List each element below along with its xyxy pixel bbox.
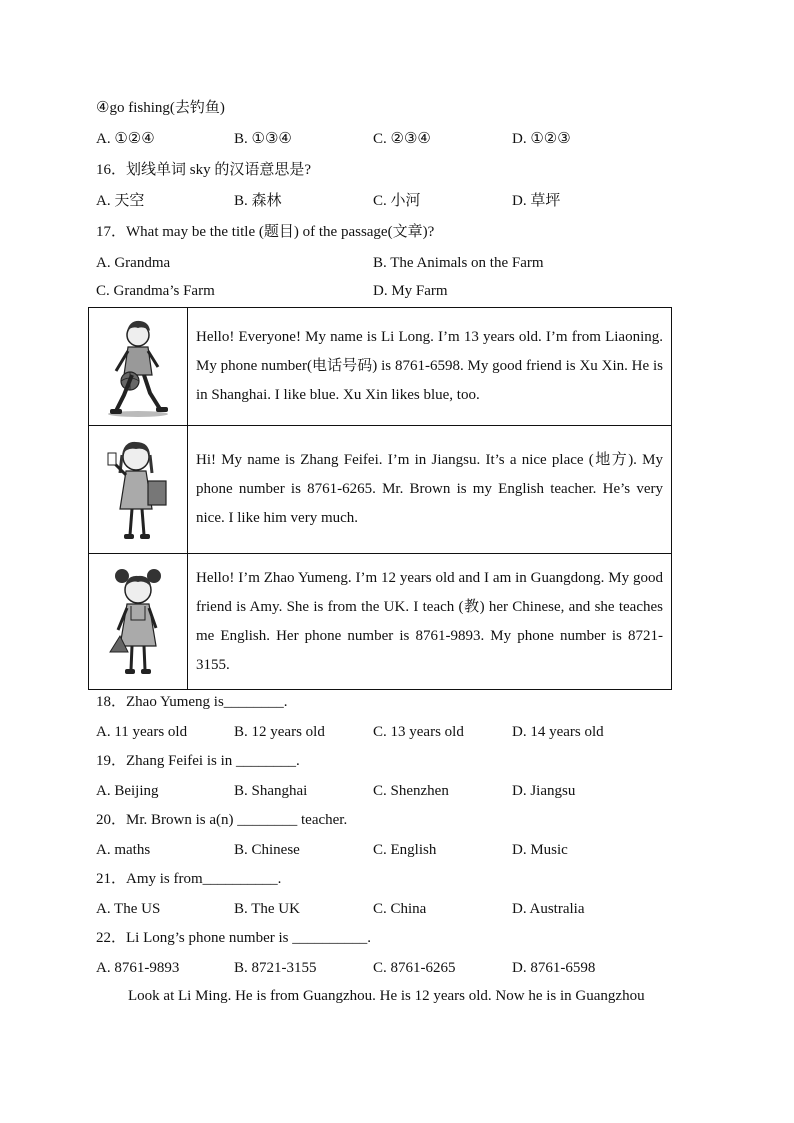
q19-option-c: C. Shenzhen (373, 783, 449, 799)
card-picture (89, 554, 188, 690)
profile-card-zhao-yumeng (89, 554, 672, 690)
q19-option-d: D. Jiangsu (512, 783, 576, 799)
question-16 (96, 160, 311, 180)
q17-option-a: A. Grandma (96, 255, 171, 271)
q15-option-c: C. ②③④ (373, 131, 431, 147)
girl-pigtails-icon (98, 562, 178, 682)
question-text: Amy is from__________. (126, 871, 282, 887)
q18-option-b: B. 12 years old (234, 724, 325, 740)
q16-option-d: D. 草坪 (512, 193, 561, 209)
question-22 (96, 928, 371, 948)
q17-option-d: D. My Farm (373, 283, 448, 299)
q15-option-d: D. ①②③ (512, 131, 571, 147)
card-picture (89, 308, 188, 426)
question-19 (96, 751, 300, 771)
question-number: 19． (96, 753, 127, 769)
q19-option-b: B. Shanghai (234, 783, 308, 799)
profile-cards-table (88, 307, 672, 690)
q22-option-a: A. 8761-9893 (96, 960, 180, 976)
q22-option-d: D. 8761-6598 (512, 960, 596, 976)
q20-option-c: C. English (373, 842, 437, 858)
question-number: 17． (96, 224, 127, 240)
question-text: Zhao Yumeng is________. (126, 694, 288, 710)
card-picture (89, 426, 188, 554)
question-number: 18． (96, 694, 127, 710)
profile-card-li-long (89, 308, 672, 426)
card-text: Hello! I’m Zhao Yumeng. I’m 12 years old and I am in Guangdong. My good friend is Amy. She is from the UK. I teach (教) her Chinese, and she teaches me English. Her phone number is 8761-9893. My phone number is 8721-3155. (188, 554, 672, 690)
question-number: 21． (96, 871, 127, 887)
q20-option-a: A. maths (96, 842, 151, 858)
option-item-4: ④go fishing(去钓鱼) (96, 100, 225, 116)
girl-with-book-icon (98, 433, 178, 547)
q19-option-a: A. Beijing (96, 783, 159, 799)
q18-option-c: C. 13 years old (373, 724, 464, 740)
q20-option-d: D. Music (512, 842, 568, 858)
q16-option-c: C. 小河 (373, 193, 421, 209)
card-text: Hello! Everyone! My name is Li Long. I’m 13 years old. I’m from Liaoning. My phone number(电话号码) is 8761-6598. My good friend is Xu Xin. He is in Shanghai. I like blue. Xu Xin likes blue, too. (188, 308, 672, 426)
q21-option-a: A. The US (96, 901, 161, 917)
question-number: 16． (96, 162, 127, 178)
boy-basketball-icon (98, 315, 178, 419)
q16-option-a: A. 天空 (96, 193, 145, 209)
q18-option-d: D. 14 years old (512, 724, 604, 740)
profile-card-zhang-feifei (89, 426, 672, 554)
q17-option-c: C. Grandma’s Farm (96, 283, 215, 299)
q21-option-d: D. Australia (512, 901, 585, 917)
q21-option-b: B. The UK (234, 901, 300, 917)
q22-option-b: B. 8721-3155 (234, 960, 317, 976)
card-text: Hi! My name is Zhang Feifei. I’m in Jiangsu. It’s a nice place (地方). My phone number is 8761-6265. Mr. Brown is my English teacher. He’s very nice. I like him very much. (188, 426, 672, 554)
q22-option-c: C. 8761-6265 (373, 960, 456, 976)
q16-option-b: B. 森林 (234, 193, 282, 209)
question-text: Mr. Brown is a(n) ________ teacher. (126, 812, 348, 828)
question-text: Li Long’s phone number is __________. (126, 930, 371, 946)
q18-option-a: A. 11 years old (96, 724, 188, 740)
q15-option-a: A. ①②④ (96, 131, 155, 147)
q15-option-b: B. ①③④ (234, 131, 292, 147)
question-text: What may be the title (题目) of the passage(文章)? (126, 224, 435, 240)
question-text: 划线单词 sky 的汉语意思是? (126, 162, 312, 178)
passage-intro-line: Look at Li Ming. He is from Guangzhou. He is 12 years old. Now he is in Guangzhou (128, 988, 645, 1004)
q20-option-b: B. Chinese (234, 842, 300, 858)
question-21 (96, 869, 281, 889)
q17-option-b: B. The Animals on the Farm (373, 255, 544, 271)
question-18 (96, 692, 288, 712)
question-text: Zhang Feifei is in ________. (126, 753, 300, 769)
question-17 (96, 222, 434, 242)
q21-option-c: C. China (373, 901, 427, 917)
question-20 (96, 810, 347, 830)
question-number: 22． (96, 930, 127, 946)
question-number: 20． (96, 812, 127, 828)
